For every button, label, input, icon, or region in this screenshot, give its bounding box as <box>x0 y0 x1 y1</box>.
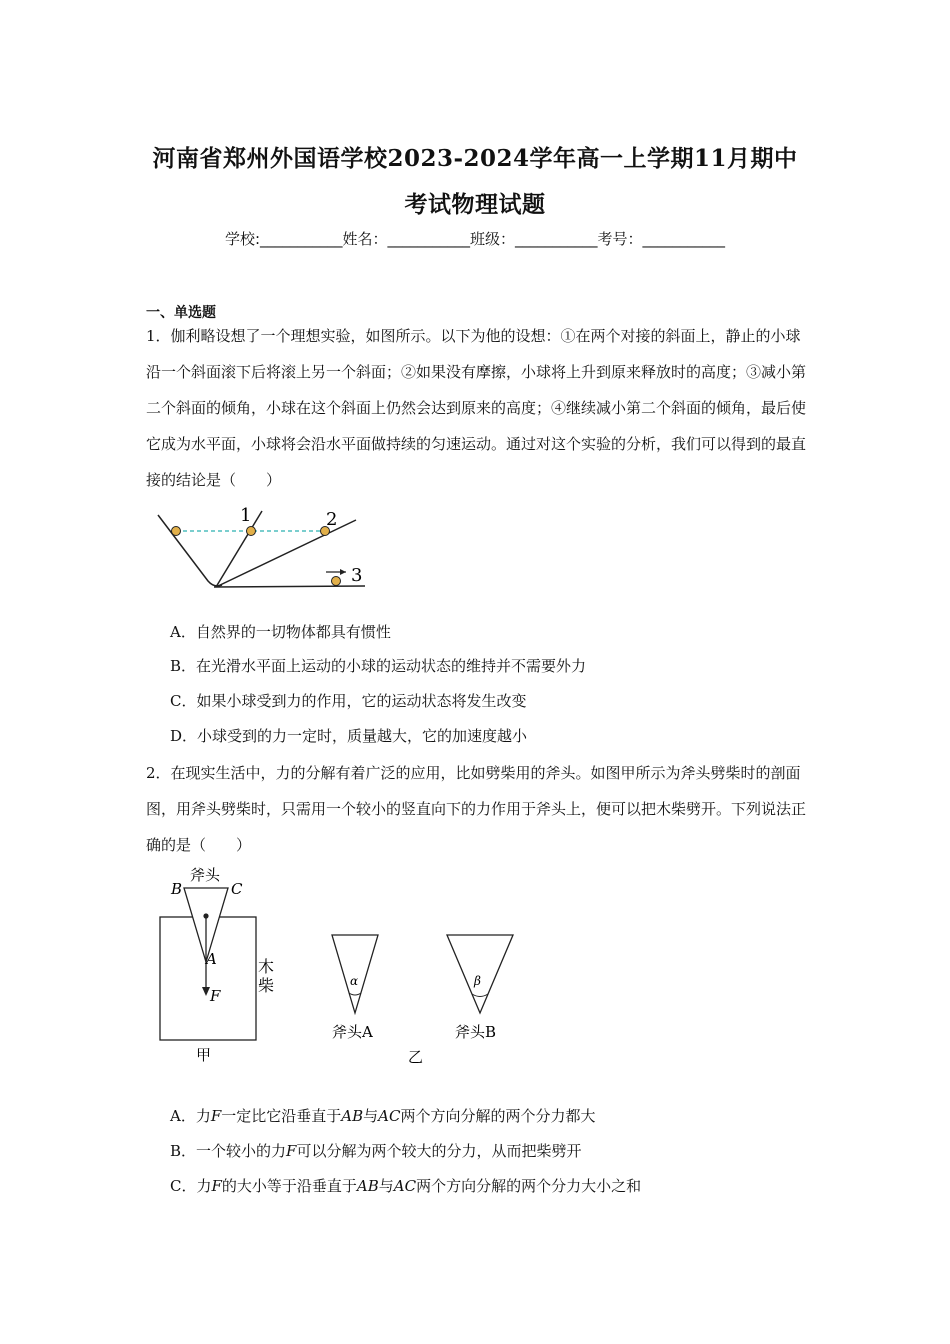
q2-option-b[interactable] <box>170 1140 581 1161</box>
q2-option-a[interactable] <box>170 1105 595 1126</box>
wood-label-2: 柴 <box>258 976 275 995</box>
var-F: F <box>210 1107 222 1125</box>
label-C: C <box>231 880 243 898</box>
q1-stem: 1．伽利略设想了一个理想实验，如图所示。以下为他的设想：①在两个对接的斜面上，静止的小球沿一个斜面滚下后将滚上另一个斜面；②如果没有摩擦，小球将上升到原来释放时的高度；③减小第二个斜面的倾角，小球在这个斜面上仍然会达到原来的高度；④继续减小第二个斜面的倾角，最后使它成为水平面，小球将会沿水平面做持续的匀速运动。通过对这个实验的分析，我们可以得到的最直接的结论是（ ） <box>146 327 807 489</box>
beta-label: β <box>474 974 481 988</box>
var-AB: AB <box>341 1107 364 1125</box>
title-line-2: 考试物理试题 <box>404 191 546 218</box>
force-arrow-icon <box>202 987 210 996</box>
label-yi: 乙 <box>408 1048 424 1066</box>
q2-option-c[interactable] <box>170 1175 641 1196</box>
q2-figure <box>150 860 530 1070</box>
opt-text: 两个方向分解的两个分力都大 <box>400 1107 596 1125</box>
opt-text: 两个方向分解的两个分力大小之和 <box>416 1177 642 1195</box>
q1-option-a[interactable]: A．自然界的一切物体都具有惯性 <box>170 623 391 641</box>
opt-text: 可以分解为两个较大的分力，从而把柴劈开 <box>296 1142 582 1160</box>
label-A: A <box>206 950 217 968</box>
label-3: 3 <box>351 565 363 586</box>
label-B: B <box>171 880 183 898</box>
var-F: F <box>211 1177 222 1195</box>
var-AC: AC <box>393 1177 417 1195</box>
opt-text: 的大小等于沿垂直于 <box>221 1177 357 1195</box>
q1-option-c[interactable]: C．如果小球受到力的作用，它的运动状态将发生改变 <box>170 692 527 710</box>
var-F: F <box>286 1142 297 1160</box>
alpha-label: α <box>350 974 359 988</box>
label-F: F <box>210 987 221 1005</box>
title-line-1: 河南省郑州外国语学校2023-2024学年高一上学期11月期中 <box>152 145 798 172</box>
axe-label: 斧头 <box>190 866 221 884</box>
q1-option-b[interactable]: B．在光滑水平面上运动的小球的运动状态的维持并不需要外力 <box>170 657 587 675</box>
wood-label-1: 木 <box>258 957 275 976</box>
horizontal-plane <box>214 586 365 587</box>
q1-figure <box>150 505 380 595</box>
q2-stem: 2．在现实生活中，力的分解有着广泛的应用，比如劈柴用的斧头。如图甲所示为斧头劈柴时的剖面图，用斧头劈柴时，只需用一个较小的竖直向下的力作用于斧头上，便可以把木柴劈开。下列说法正确的是（ ） <box>146 764 807 854</box>
opt-text: B．一个较小的力 <box>170 1142 287 1160</box>
axe-b-label: 斧头B <box>455 1023 497 1041</box>
var-AB: AB <box>356 1177 379 1195</box>
ball-1 <box>247 527 256 536</box>
ball-3 <box>332 577 341 586</box>
q1-option-d[interactable]: D．小球受到的力一定时，质量越大，它的加速度越小 <box>170 727 528 745</box>
opt-text: 与 <box>378 1177 394 1195</box>
arrow-head-icon <box>340 569 346 575</box>
opt-text: 与 <box>363 1107 379 1125</box>
opt-text: A．力 <box>170 1107 211 1125</box>
ball-start <box>172 527 181 536</box>
label-2: 2 <box>326 509 338 530</box>
label-1: 1 <box>240 505 252 526</box>
opt-text: 一定比它沿垂直于 <box>221 1107 342 1125</box>
var-AC: AC <box>378 1107 401 1125</box>
axe-a-label: 斧头A <box>332 1023 373 1041</box>
student-info-line: 学校:___________姓名：___________班级：___________考号：___________ <box>224 230 726 248</box>
section-heading: 一、单选题 <box>146 305 216 321</box>
opt-text: C．力 <box>170 1177 212 1195</box>
label-jia: 甲 <box>196 1046 212 1064</box>
left-slope <box>158 515 222 586</box>
